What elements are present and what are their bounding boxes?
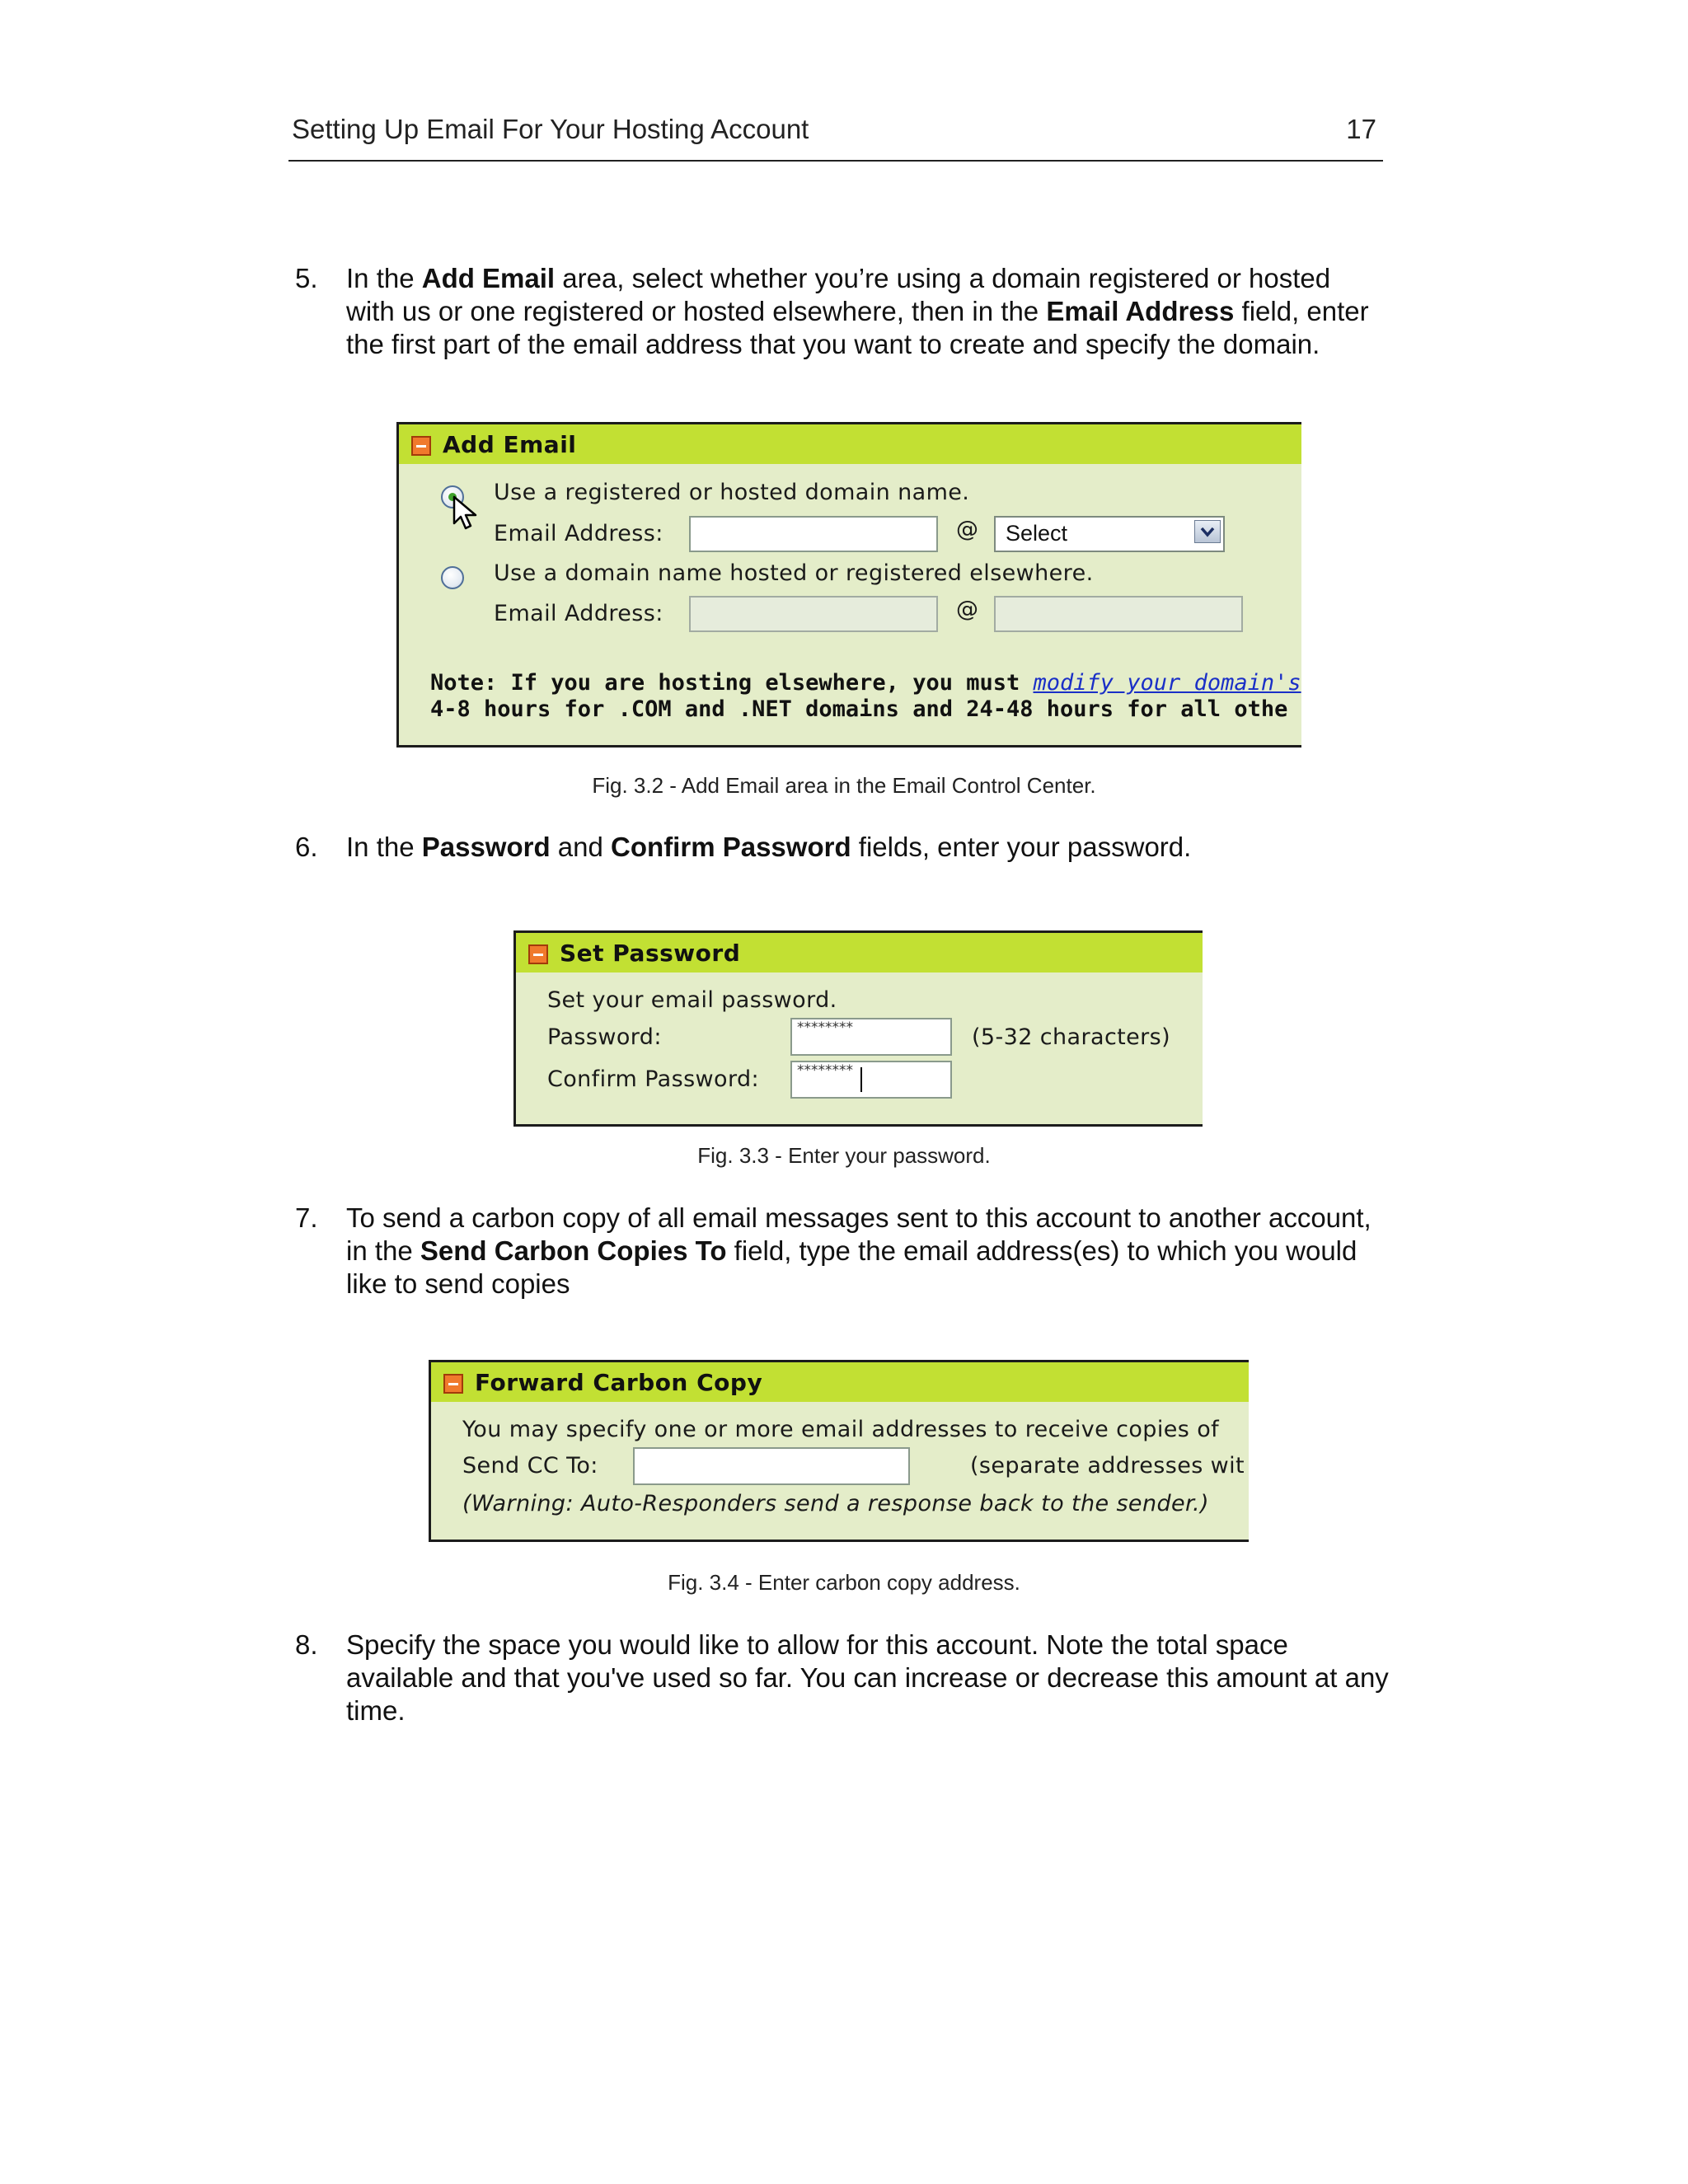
step-line xyxy=(346,1202,1383,1235)
step-text-run: and xyxy=(550,832,612,862)
step-number: 7. xyxy=(295,1202,318,1233)
step-text-run: area, select whether you’re using a domain registered or hosted xyxy=(555,263,1331,293)
hosting-note xyxy=(430,670,1301,696)
panel-title: Set Password xyxy=(560,940,741,967)
confirm-password-mask: ******** xyxy=(797,1062,853,1079)
step-text-run: field, type the email address(es) to which you would xyxy=(726,1235,1357,1266)
step-line xyxy=(346,831,1383,864)
step-text xyxy=(346,1629,1389,1727)
option-elsewhere-label: Use a domain name hosted or registered elsewhere. xyxy=(494,560,1094,586)
step-text-run: time. xyxy=(346,1695,406,1726)
email-address-label: Email Address: xyxy=(494,601,663,626)
step-text-run: In the xyxy=(346,263,422,293)
step-text-run: the first part of the email address that you want to create and specify the domain. xyxy=(346,329,1320,359)
forward-carbon-copy-panel xyxy=(429,1360,1249,1542)
ui-term: Add Email xyxy=(421,263,556,293)
email-address-label: Email Address: xyxy=(494,521,663,546)
password-mask: ******** xyxy=(797,1019,853,1036)
mouse-pointer-icon xyxy=(452,495,481,533)
page-number: 17 xyxy=(1346,114,1376,144)
step-line xyxy=(346,262,1383,295)
step-text-run: Specify the space you would like to allow for this account. Note the total space xyxy=(346,1629,1288,1660)
panel-header xyxy=(516,933,1203,972)
confirm-password-label: Confirm Password: xyxy=(547,1066,760,1092)
step-text xyxy=(346,831,1383,864)
step-line xyxy=(346,328,1383,361)
step-line xyxy=(346,1268,1383,1301)
external-email-input[interactable] xyxy=(689,596,938,632)
collapse-icon[interactable] xyxy=(443,1374,463,1394)
set-password-panel xyxy=(513,930,1203,1127)
separator-hint: (separate addresses wit xyxy=(970,1453,1245,1479)
step-text-run: like to send copies xyxy=(346,1268,570,1299)
header-title: Setting Up Email For Your Hosting Account xyxy=(292,114,809,144)
figure-caption: Fig. 3.4 - Enter carbon copy address. xyxy=(668,1570,1020,1595)
add-email-panel xyxy=(396,422,1301,748)
step-text-run: fields, enter your password. xyxy=(851,832,1192,862)
domain-select-value: Select xyxy=(1006,521,1068,546)
figure-caption: Fig. 3.3 - Enter your password. xyxy=(697,1143,991,1168)
panel-title: Add Email xyxy=(443,431,577,458)
option-registered-label: Use a registered or hosted domain name. xyxy=(494,480,970,505)
panel-header xyxy=(431,1362,1249,1402)
step-number: 5. xyxy=(295,263,318,293)
chevron-down-icon[interactable] xyxy=(1194,520,1221,543)
ui-term: Password xyxy=(421,832,551,862)
step-line xyxy=(346,1661,1389,1694)
step-text xyxy=(346,1202,1383,1301)
note-text: Note: If you are hosting elsewhere, you must xyxy=(430,670,1034,696)
at-sign: @ xyxy=(956,517,979,542)
collapse-icon[interactable] xyxy=(528,944,548,964)
panel-header xyxy=(399,424,1301,464)
text-cursor xyxy=(860,1067,862,1092)
step-text-run: To send a carbon copy of all email messages sent to this account to another account, xyxy=(346,1202,1372,1233)
ui-term: Confirm Password xyxy=(611,832,851,862)
step-text-run: with us or one registered or hosted elsewhere, then in the xyxy=(346,296,1047,326)
hosting-note-line2: 4-8 hours for .COM and .NET domains and 24-48 hours for all othe xyxy=(430,696,1288,722)
step-number: 8. xyxy=(295,1629,318,1660)
forward-cc-intro: You may specify one or more email addresses to receive copies of xyxy=(462,1417,1220,1442)
step-line xyxy=(346,1694,1383,1727)
collapse-icon[interactable] xyxy=(411,436,431,456)
radio-external-domain[interactable] xyxy=(441,566,464,589)
step-line xyxy=(346,1235,1383,1268)
password-input[interactable] xyxy=(790,1018,952,1056)
password-label: Password: xyxy=(547,1024,662,1050)
at-sign: @ xyxy=(956,597,979,622)
confirm-password-input[interactable] xyxy=(790,1061,952,1099)
modify-domain-link[interactable]: modify your domain's xyxy=(1033,670,1301,696)
step-text-run: in the xyxy=(346,1235,420,1266)
password-length-hint: (5-32 characters) xyxy=(972,1024,1171,1050)
chevron-glyph-icon xyxy=(1195,521,1220,542)
step-text-run: In the xyxy=(346,832,422,862)
ui-term: Email Address xyxy=(1046,296,1235,326)
external-domain-input[interactable] xyxy=(994,596,1243,632)
email-address-input[interactable] xyxy=(689,516,938,552)
send-cc-label: Send CC To: xyxy=(462,1453,598,1479)
domain-select[interactable] xyxy=(994,516,1225,552)
send-cc-input[interactable] xyxy=(633,1447,910,1485)
figure-caption: Fig. 3.2 - Add Email area in the Email Control Center. xyxy=(592,773,1096,798)
step-line xyxy=(346,1629,1383,1661)
step-text-run: available and that you've used so far. You can increase or decrease this amount at any xyxy=(346,1662,1389,1693)
step-text xyxy=(346,262,1383,361)
auto-responder-warning: (Warning: Auto-Responders send a response back to the sender.) xyxy=(462,1491,1209,1516)
step-line xyxy=(346,295,1383,328)
password-intro: Set your email password. xyxy=(547,987,837,1013)
ui-term: Send Carbon Copies To xyxy=(420,1235,727,1266)
running-header xyxy=(288,114,1383,162)
step-number: 6. xyxy=(295,832,318,862)
step-text-run: field, enter xyxy=(1234,296,1369,326)
panel-title: Forward Carbon Copy xyxy=(475,1369,763,1396)
